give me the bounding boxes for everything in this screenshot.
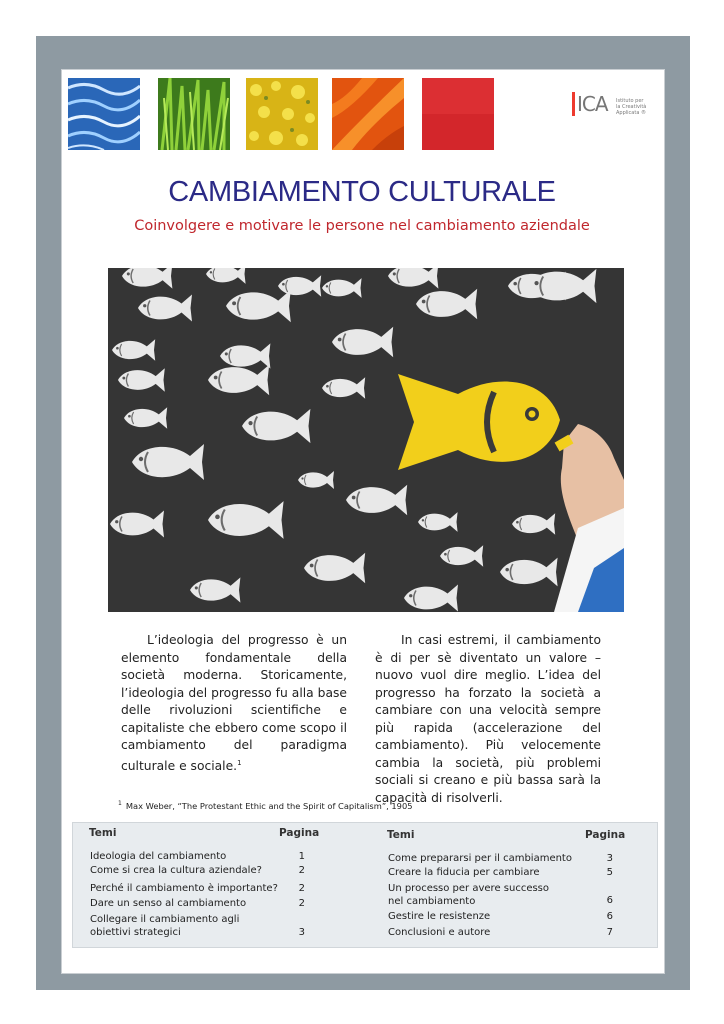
body-column-left — [121, 632, 347, 775]
footnote-number: 1 — [118, 800, 122, 807]
table-of-contents — [72, 822, 658, 948]
toc-left-header-page: Pagina — [279, 827, 320, 839]
toc-left-row-4-page: 2 — [298, 898, 305, 909]
toc-right-row-5-page: 7 — [606, 927, 613, 938]
toc-right-row-4-page: 6 — [606, 911, 613, 922]
right-paragraph-text: In casi estremi, il cambiamento è di per sè diventato un valore – nuovo vuol dire meglio. L’idea del progresso ha forzato la società a cambiare con una velocità sempre più rapida (accelerazione del cambiamento). Più velocemente cambia la società, più problemi sociali si creano e più bassa sarà la capacità di risolverli. — [375, 633, 601, 805]
toc-right-row-5-topic[interactable]: Conclusioni e autore — [388, 927, 491, 938]
toc-right-row-2-topic[interactable]: Creare la fiducia per cambiare — [388, 867, 540, 878]
orange-petals-tile-image — [332, 78, 404, 150]
footnote-reference: 1 — [237, 758, 242, 767]
toc-left-row-2-page: 2 — [298, 865, 305, 876]
toc-right-row-1-page: 3 — [606, 853, 613, 864]
toc-left-row-3-topic[interactable]: Perché il cambiamento è importante? — [90, 883, 278, 894]
toc-left-row-3-page: 2 — [298, 883, 305, 894]
logo-accent-bar — [572, 92, 575, 116]
toc-right-row-3-page: 6 — [606, 895, 613, 906]
toc-right-row-2-page: 5 — [606, 867, 613, 878]
toc-right-row-1-topic[interactable]: Come prepararsi per il cambiamento — [388, 853, 572, 864]
left-paragraph-text: L’ideologia del progresso è un elemento fondamentale della società moderna. Storicamente, l’ideologia del progresso fu alla base delle rivoluzioni scientifiche e capitaliste che ebbero come scopo il cambiamento del paradigma culturale e sociale. — [121, 633, 347, 773]
document-title: CAMBIAMENTO CULTURALE — [168, 176, 556, 208]
document-subtitle: Coinvolgere e motivare le persone nel cambiamento aziendale — [134, 218, 590, 234]
logo-mark: ICA — [577, 92, 608, 116]
toc-left-row-5-page: 3 — [298, 927, 305, 938]
toc-left-row-4-topic[interactable]: Dare un senso al cambiamento — [90, 898, 247, 909]
ica-logo — [572, 88, 652, 132]
toc-left-row-1-topic[interactable]: Ideologia del cambiamento — [90, 851, 227, 862]
toc-right-header-page: Pagina — [585, 829, 626, 841]
toc-left-row-5-topic[interactable]: Collegare il cambiamento agli obiettivi strategici — [90, 914, 240, 938]
water-tile-image — [68, 78, 140, 150]
toc-left-header-topic: Temi — [89, 827, 117, 839]
toc-right-header-topic: Temi — [387, 829, 415, 841]
toc-left-row-1-page: 1 — [298, 851, 305, 862]
body-column-right — [375, 632, 601, 807]
fish-chalkboard-photo — [108, 268, 624, 612]
toc-left-row-2-topic[interactable]: Come si crea la cultura aziendale? — [90, 865, 262, 876]
flowers-tile-image — [246, 78, 318, 150]
toc-right-row-3-topic[interactable]: Un processo per avere successo nel cambiamento — [388, 883, 550, 907]
footnote — [118, 800, 413, 811]
footnote-text: Max Weber, “The Protestant Ethic and the Spirit of Capitalism”, 1905 — [125, 800, 413, 811]
toc-right-row-4-topic[interactable]: Gestire le resistenze — [388, 911, 491, 922]
grass-tile-image — [158, 78, 230, 150]
logo-tagline: Istituto per la Creatività Applicata ® — [616, 98, 647, 116]
red-tile-image — [422, 78, 494, 150]
